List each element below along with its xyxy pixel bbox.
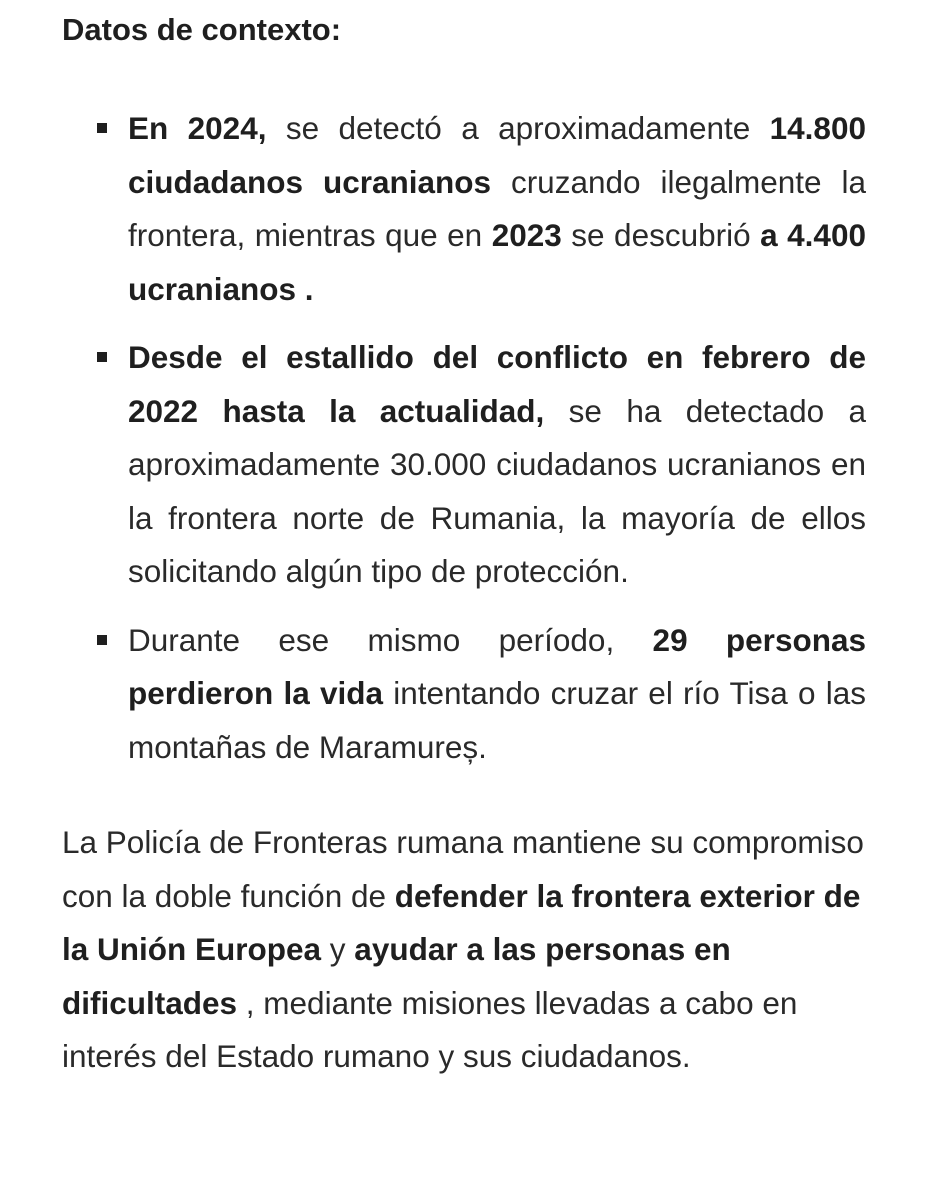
closing-paragraph (62, 816, 866, 1084)
square-bullet-icon (97, 635, 107, 645)
bullet-item-conflict-total (128, 331, 866, 599)
bullet-text-run: se detectó a aproximadamente (266, 110, 770, 146)
bullet-text-run: Desde el estallido del conflicto en febrero de 2022 hasta la actualidad, (128, 339, 866, 429)
section-heading: Datos de contexto: (62, 12, 342, 47)
bullet-text-run: se descubrió (561, 217, 761, 253)
bullet-text-run: En 2024, (128, 110, 267, 146)
bullet-text-run: 2023 (491, 217, 562, 253)
bullet-text-run: se ha detectado a aproximadamente 30.000 ciudadanos ucranianos en la frontera norte de Rumania, la mayoría de ellos solicitando algún tipo de protección. (128, 392, 867, 589)
paragraph-text-run: La Policía de Fronteras rumana mantiene su compromiso con la doble función de (62, 824, 864, 914)
bullet-item-2024-detections (128, 102, 866, 316)
paragraph-text-run: , mediante misiones llevadas a cabo en interés del Estado rumano y sus ciudadanos. (62, 984, 798, 1074)
paragraph-text-run: ayudar a las personas en dificultades (62, 931, 731, 1021)
paragraph-text-run: defender la frontera exterior de la Unión Europea (62, 877, 861, 967)
bullet-item-fatalities (128, 614, 866, 775)
bullet-text-run: intentando cruzar el río Tisa o las montañas de Maramureș. (128, 675, 867, 765)
bullet-text-run: 29 personas perdieron la vida (128, 621, 866, 711)
context-bullet-list (0, 102, 928, 774)
square-bullet-icon (97, 352, 107, 362)
bullet-text-run: 14.800 ciudadanos ucranianos (128, 110, 866, 200)
bullet-text-run: Durante ese mismo período, (128, 621, 653, 658)
bullet-text-run: a 4.400 ucranianos . (128, 217, 866, 307)
bullet-text-run: cruzando ilegalmente la frontera, mientras que en (128, 163, 866, 253)
paragraph-text-run: y (321, 931, 355, 967)
square-bullet-icon (97, 123, 107, 133)
